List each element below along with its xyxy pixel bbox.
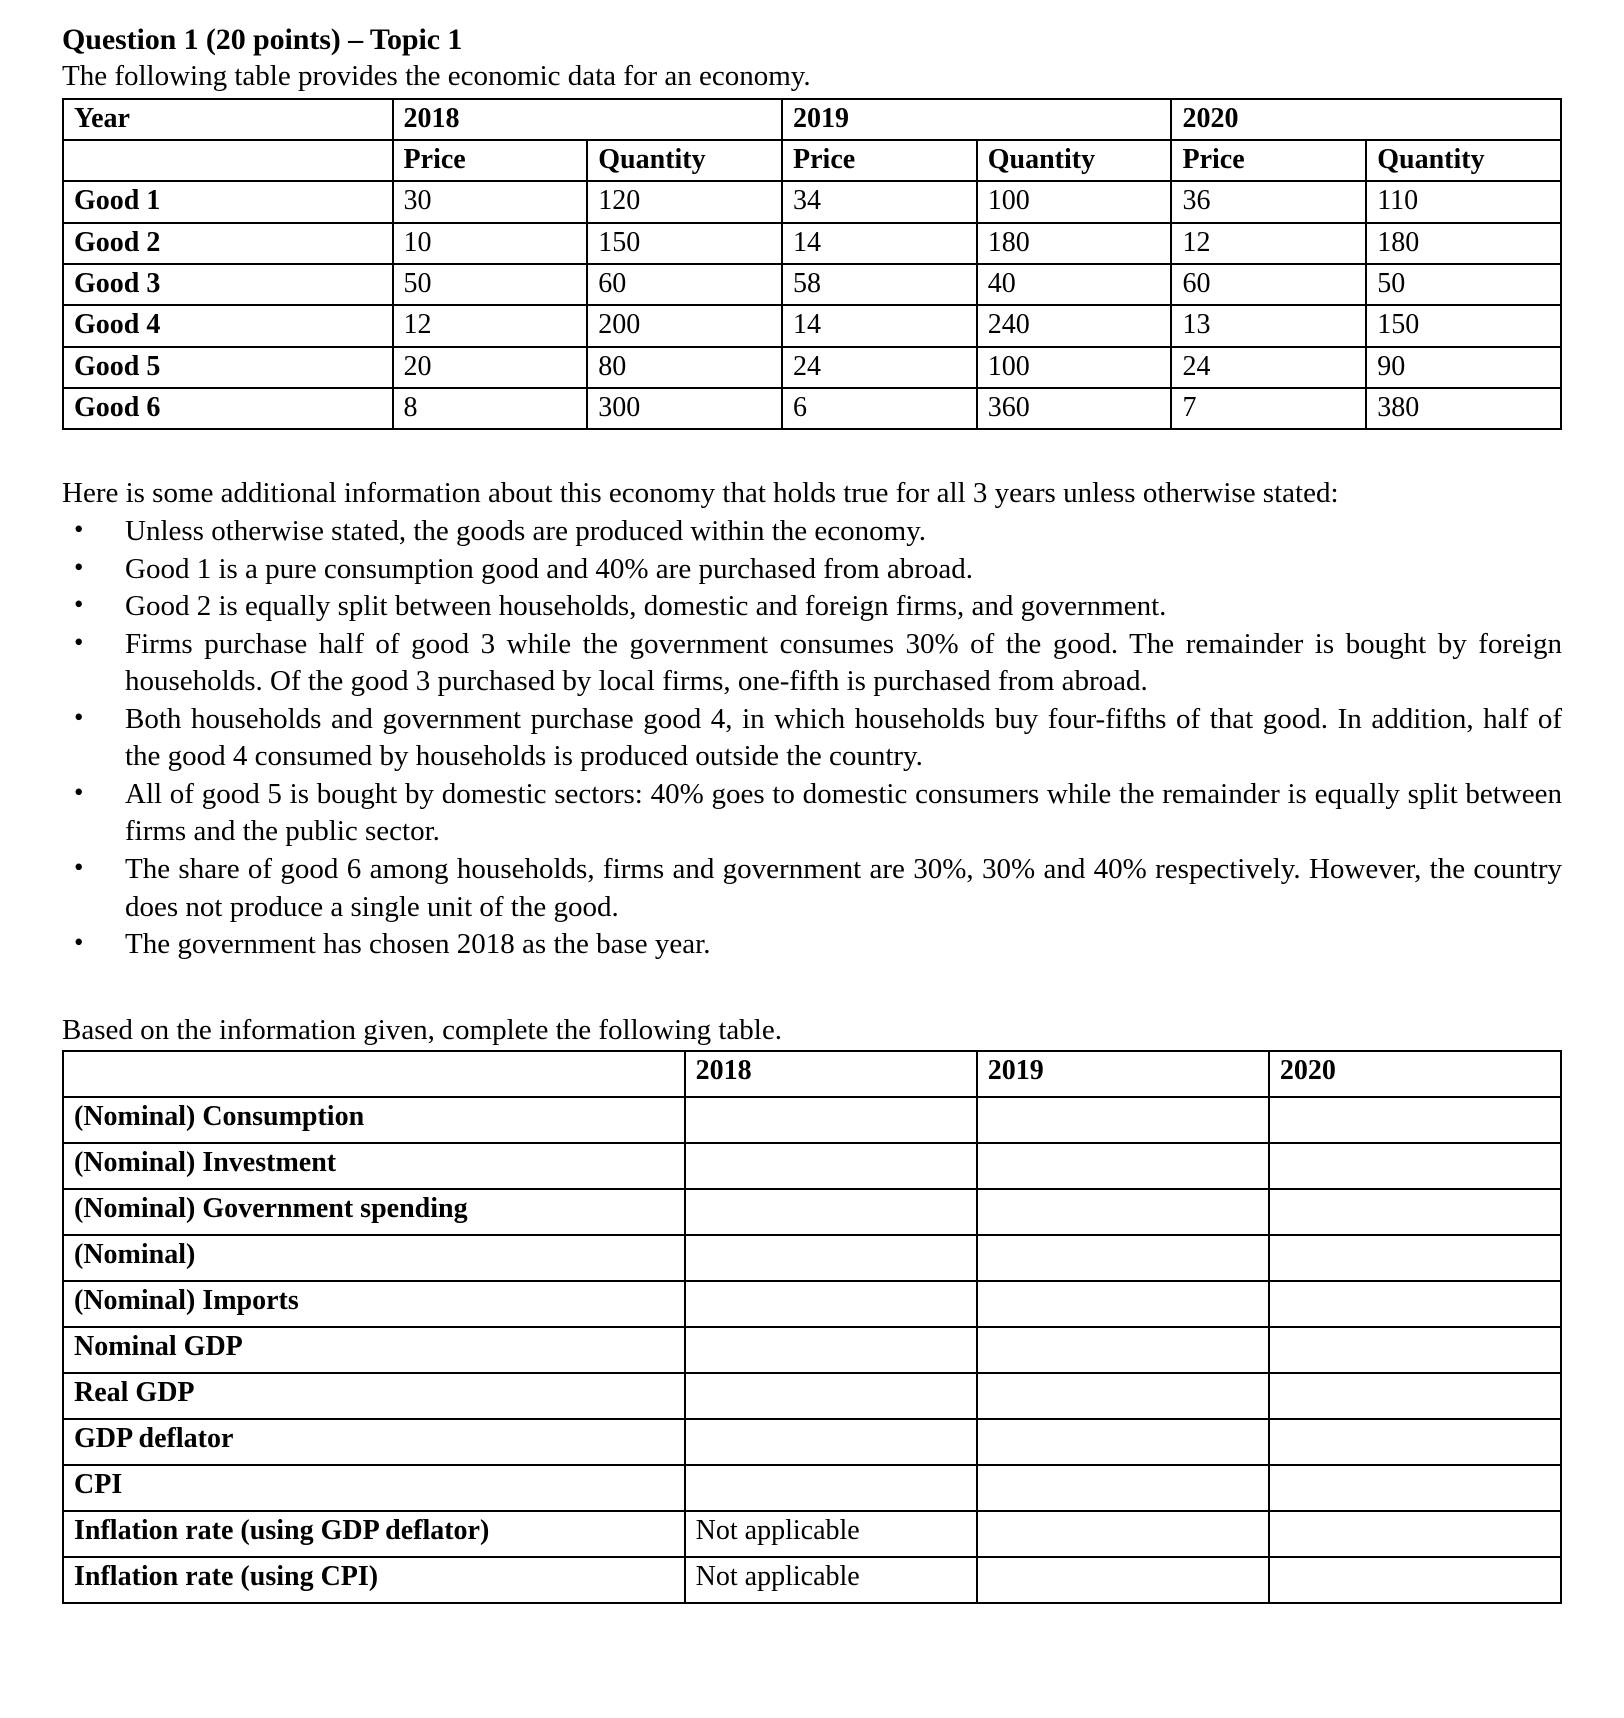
economic-data-table — [62, 98, 1562, 431]
cell-price-2019: 34 — [782, 181, 977, 222]
cell-quantity-2020: 90 — [1366, 347, 1561, 388]
question-lead-text: The following table provides the economic data for an economy. — [62, 60, 811, 93]
answer-table-instruction: Based on the information given, complete the following table. — [62, 1013, 782, 1046]
answer-cell-2020[interactable] — [1269, 1235, 1561, 1281]
answer-cell-2019[interactable] — [977, 1465, 1269, 1511]
answer-cell-2020[interactable] — [1269, 1511, 1561, 1557]
table-row — [63, 1511, 1561, 1557]
table-row — [63, 264, 1561, 305]
cell-quantity-2018: 120 — [587, 181, 782, 222]
cell-price-2018: 12 — [393, 305, 588, 346]
cell-price-2018: 8 — [393, 388, 588, 429]
answer-cell-2018[interactable] — [685, 1327, 977, 1373]
cell-price-2020: 7 — [1171, 388, 1366, 429]
cell-price-2020: 12 — [1171, 223, 1366, 264]
row-label: (Nominal) — [63, 1235, 685, 1281]
row-label: Real GDP — [63, 1373, 685, 1419]
answer-header-2020: 2020 — [1269, 1051, 1561, 1097]
good-label: Good 4 — [63, 305, 393, 346]
answer-cell-2018[interactable] — [685, 1143, 977, 1189]
answer-table — [62, 1050, 1562, 1604]
cell-price-2020: 60 — [1171, 264, 1366, 305]
row-label: Nominal GDP — [63, 1327, 685, 1373]
cell-quantity-2018: 60 — [587, 264, 782, 305]
cell-quantity-2020: 50 — [1366, 264, 1561, 305]
subheader-price-2020: Price — [1171, 140, 1366, 181]
table-row — [63, 1327, 1561, 1373]
assumptions-list — [62, 513, 1562, 964]
question-title: Question 1 (20 points) – Topic 1 — [62, 23, 463, 56]
cell-quantity-2020: 110 — [1366, 181, 1561, 222]
good-label: Good 2 — [63, 223, 393, 264]
cell-quantity-2018: 80 — [587, 347, 782, 388]
answer-cell-2020[interactable] — [1269, 1281, 1561, 1327]
table-row — [63, 1235, 1561, 1281]
table-row — [63, 1419, 1561, 1465]
row-label: Inflation rate (using CPI) — [63, 1557, 685, 1603]
good-label: Good 5 — [63, 347, 393, 388]
answer-header-2019: 2019 — [977, 1051, 1269, 1097]
cell-quantity-2019: 100 — [977, 347, 1172, 388]
cell-quantity-2019: 100 — [977, 181, 1172, 222]
answer-cell-2018[interactable] — [685, 1373, 977, 1419]
cell-price-2020: 13 — [1171, 305, 1366, 346]
answer-cell-2020[interactable] — [1269, 1097, 1561, 1143]
row-label: (Nominal) Investment — [63, 1143, 685, 1189]
answer-cell-2018: Not applicable — [685, 1557, 977, 1603]
table-row — [63, 347, 1561, 388]
cell-price-2019: 24 — [782, 347, 977, 388]
cell-price-2019: 14 — [782, 305, 977, 346]
answer-cell-2019[interactable] — [977, 1327, 1269, 1373]
answer-cell-2019[interactable] — [977, 1511, 1269, 1557]
cell-price-2019: 14 — [782, 223, 977, 264]
row-label: Inflation rate (using GDP deflator) — [63, 1511, 685, 1557]
answer-cell-2019[interactable] — [977, 1373, 1269, 1419]
cell-price-2018: 20 — [393, 347, 588, 388]
answer-cell-2019[interactable] — [977, 1419, 1269, 1465]
subheader-price-2019: Price — [782, 140, 977, 181]
answer-cell-2019[interactable] — [977, 1557, 1269, 1603]
row-label: (Nominal) Government spending — [63, 1189, 685, 1235]
answer-cell-2020[interactable] — [1269, 1419, 1561, 1465]
cell-quantity-2019: 360 — [977, 388, 1172, 429]
list-item: • The share of good 6 among households, firms and government are 30%, 30% and 40% respectively. However, the country does not produce a single unit of the good. — [62, 851, 1562, 926]
list-item: • Good 1 is a pure consumption good and 40% are purchased from abroad. — [62, 551, 1562, 589]
cell-price-2018: 30 — [393, 181, 588, 222]
row-label: CPI — [63, 1465, 685, 1511]
table-row-year-header — [63, 99, 1561, 140]
cell-quantity-2019: 180 — [977, 223, 1172, 264]
row-label: GDP deflator — [63, 1419, 685, 1465]
table-row — [63, 1189, 1561, 1235]
subheader-quantity-2018: Quantity — [587, 140, 782, 181]
answer-cell-2019[interactable] — [977, 1235, 1269, 1281]
year-2019-header: 2019 — [782, 99, 1171, 140]
subheader-price-2018: Price — [393, 140, 588, 181]
answer-cell-2018[interactable] — [685, 1465, 977, 1511]
answer-cell-2018[interactable] — [685, 1235, 977, 1281]
answer-cell-2019[interactable] — [977, 1189, 1269, 1235]
answer-cell-2020[interactable] — [1269, 1373, 1561, 1419]
cell-quantity-2018: 150 — [587, 223, 782, 264]
subheader-quantity-2020: Quantity — [1366, 140, 1561, 181]
list-item: • Unless otherwise stated, the goods are produced within the economy. — [62, 513, 1562, 551]
year-2020-header: 2020 — [1171, 99, 1561, 140]
cell-price-2019: 58 — [782, 264, 977, 305]
answer-cell-2018[interactable] — [685, 1419, 977, 1465]
cell-price-2018: 10 — [393, 223, 588, 264]
answer-cell-2020[interactable] — [1269, 1327, 1561, 1373]
cell-price-2019: 6 — [782, 388, 977, 429]
list-item: • Firms purchase half of good 3 while the government consumes 30% of the good. The remainder is bought by foreign households. Of the good 3 purchased by local firms, one-fifth is purchased from abroad. — [62, 626, 1562, 701]
cell-quantity-2018: 300 — [587, 388, 782, 429]
answer-cell-2018[interactable] — [685, 1281, 977, 1327]
cell-price-2020: 36 — [1171, 181, 1366, 222]
table-row-header — [63, 1051, 1561, 1097]
cell-quantity-2020: 180 — [1366, 223, 1561, 264]
table-row — [63, 1143, 1561, 1189]
answer-cell-2018: Not applicable — [685, 1511, 977, 1557]
answer-header-empty-cell — [63, 1051, 685, 1097]
subheader-empty-cell — [63, 140, 393, 181]
good-label: Good 6 — [63, 388, 393, 429]
table-row — [63, 305, 1561, 346]
cell-quantity-2019: 240 — [977, 305, 1172, 346]
additional-information-block — [62, 475, 1562, 963]
info-intro-text: Here is some additional information about this economy that holds true for all 3 years unless otherwise stated: — [62, 477, 1339, 510]
cell-price-2020: 24 — [1171, 347, 1366, 388]
cell-quantity-2019: 40 — [977, 264, 1172, 305]
table-row — [63, 181, 1561, 222]
answer-cell-2019[interactable] — [977, 1143, 1269, 1189]
table-row — [63, 1097, 1561, 1143]
table-row-subheader — [63, 140, 1561, 181]
table-row — [63, 1465, 1561, 1511]
list-item: • Good 2 is equally split between households, domestic and foreign firms, and government. — [62, 588, 1562, 626]
list-item: • The government has chosen 2018 as the base year. — [62, 926, 1562, 964]
cell-quantity-2020: 380 — [1366, 388, 1561, 429]
answer-cell-2020[interactable] — [1269, 1143, 1561, 1189]
list-item: • All of good 5 is bought by domestic sectors: 40% goes to domestic consumers while the remainder is equally split between firms and the public sector. — [62, 776, 1562, 851]
answer-cell-2018[interactable] — [685, 1097, 977, 1143]
table-row — [63, 1281, 1561, 1327]
row-label: (Nominal) Consumption — [63, 1097, 685, 1143]
year-label-cell: Year — [63, 99, 393, 140]
list-item: • Both households and government purchase good 4, in which households buy four-fifths of that good. In addition, half of the good 4 consumed by households is produced outside the country. — [62, 701, 1562, 776]
cell-price-2018: 50 — [393, 264, 588, 305]
cell-quantity-2020: 150 — [1366, 305, 1561, 346]
answer-cell-2020[interactable] — [1269, 1557, 1561, 1603]
answer-cell-2020[interactable] — [1269, 1189, 1561, 1235]
year-2018-header: 2018 — [393, 99, 782, 140]
answer-header-2018: 2018 — [685, 1051, 977, 1097]
table-row — [63, 1557, 1561, 1603]
row-label: (Nominal) Imports — [63, 1281, 685, 1327]
answer-cell-2018[interactable] — [685, 1189, 977, 1235]
table-row — [63, 388, 1561, 429]
subheader-quantity-2019: Quantity — [977, 140, 1172, 181]
table-row — [63, 223, 1561, 264]
good-label: Good 3 — [63, 264, 393, 305]
good-label: Good 1 — [63, 181, 393, 222]
cell-quantity-2018: 200 — [587, 305, 782, 346]
answer-cell-2019[interactable] — [977, 1281, 1269, 1327]
answer-cell-2020[interactable] — [1269, 1465, 1561, 1511]
table-row — [63, 1373, 1561, 1419]
answer-cell-2019[interactable] — [977, 1097, 1269, 1143]
